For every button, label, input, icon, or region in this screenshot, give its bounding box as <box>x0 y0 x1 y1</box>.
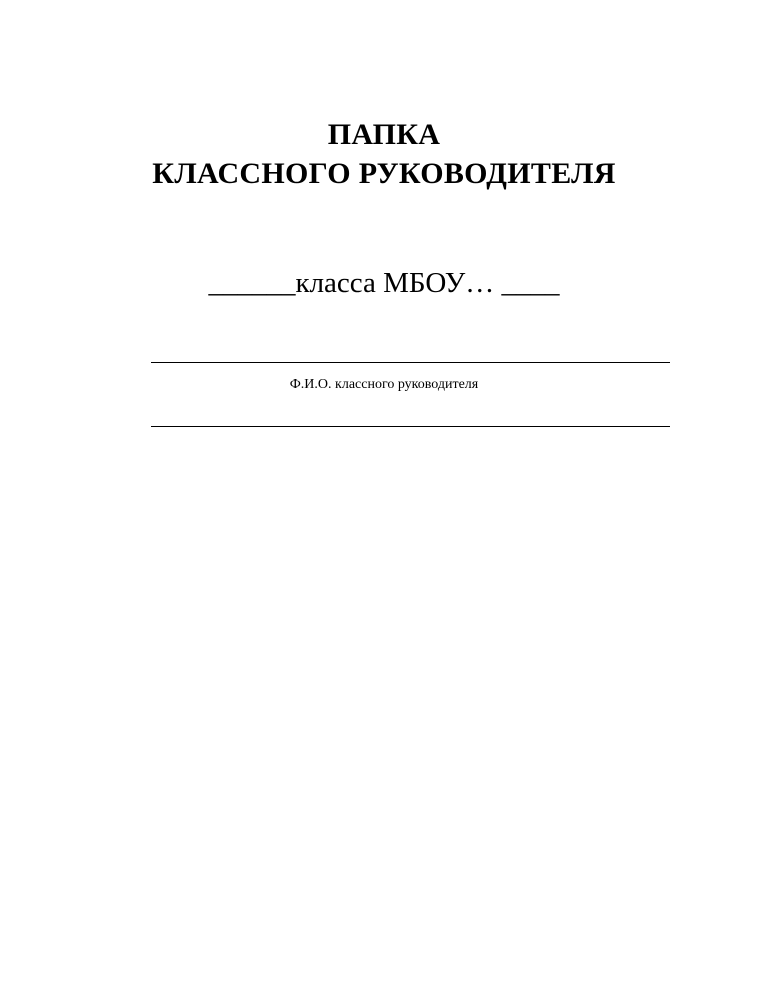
page-title-line-2: КЛАССНОГО РУКОВОДИТЕЛЯ <box>152 157 616 190</box>
teacher-name-caption: Ф.И.О. классного руководителя <box>289 377 479 392</box>
bottom-fill-line <box>151 426 670 427</box>
class-school-line: ______класса МБОУ… ____ <box>208 267 560 299</box>
teacher-name-fill-line <box>151 362 670 363</box>
page-title-line-1: ПАПКА <box>327 118 441 151</box>
